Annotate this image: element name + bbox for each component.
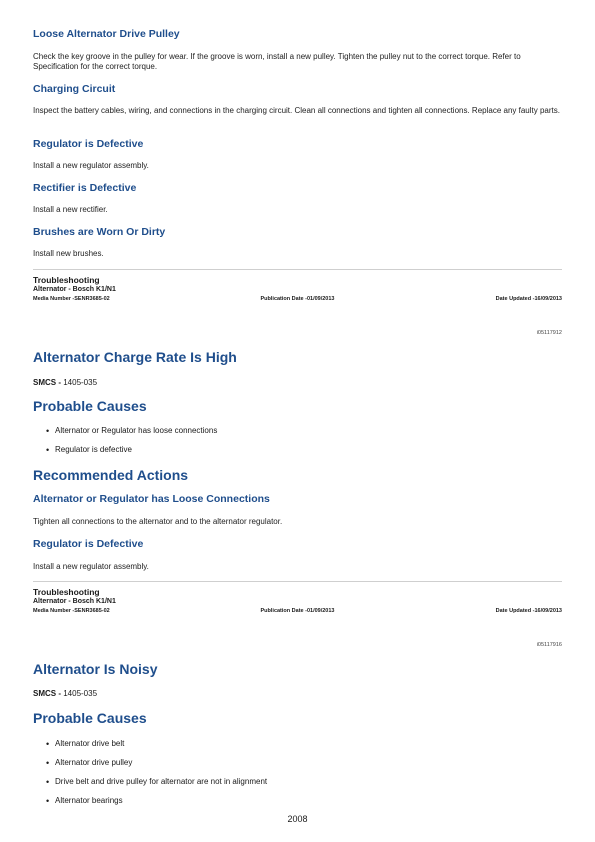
list-item: • Alternator bearings (55, 796, 584, 806)
heading-charging-circuit: Charging Circuit (33, 83, 116, 95)
article-title-noisy: Alternator Is Noisy (33, 661, 158, 677)
heading-rectifier-defective: Rectifier is Defective (33, 182, 137, 194)
heading-regulator-defective: Regulator is Defective (33, 138, 144, 150)
article-charge-rate-high (33, 349, 562, 366)
heading-loose-pulley: Loose Alternator Drive Pulley (33, 28, 180, 40)
smcs-code-2 (33, 689, 562, 698)
footer-block-1 (33, 269, 562, 302)
heading-regulator-defective-2: Regulator is Defective (33, 538, 144, 550)
section-charging-circuit (33, 83, 562, 116)
probable-causes-heading-2: Probable Causes (33, 710, 147, 726)
doc-id-2: i05117916 (536, 642, 562, 648)
smcs-code (33, 378, 562, 387)
causes-list (33, 426, 584, 455)
footer-media-number: Media Number -SENR3685-02 (33, 608, 110, 614)
text-loose-connections: Tighten all connections to the alternator and to the alternator regulator. (33, 517, 283, 526)
footer-media-number: Media Number -SENR3685-02 (33, 296, 110, 302)
section-brushes (33, 226, 562, 259)
list-item: • Regulator is defective (55, 445, 584, 455)
text-regulator-defective: Install a new regulator assembly. (33, 161, 149, 170)
smcs-value: 1405-035 (61, 689, 98, 698)
heading-loose-connections: Alternator or Regulator has Loose Connections (33, 493, 270, 505)
heading-brushes: Brushes are Worn Or Dirty (33, 226, 166, 238)
footer-date-updated: Date Updated -16/09/2013 (495, 608, 562, 614)
footer-title: Troubleshooting (33, 587, 100, 597)
doc-id-1: i05117912 (536, 330, 562, 336)
footer-meta (33, 608, 562, 614)
footer-publication-date: Publication Date -01/09/2013 (260, 296, 335, 302)
text-rectifier-defective: Install a new rectifier. (33, 205, 108, 214)
page-number: 2008 (287, 814, 308, 824)
text-regulator-defective-2: Install a new regulator assembly. (33, 562, 149, 571)
smcs-value: 1405-035 (61, 378, 98, 387)
section-regulator-defective (33, 138, 562, 171)
probable-causes-heading: Probable Causes (33, 398, 147, 414)
smcs-label: SMCS - (33, 689, 61, 698)
footer-meta (33, 296, 562, 302)
list-item: • Alternator or Regulator has loose connections (55, 426, 584, 436)
footer-block-2 (33, 581, 562, 614)
footer-date-updated: Date Updated -16/09/2013 (495, 296, 562, 302)
smcs-label: SMCS - (33, 378, 61, 387)
list-item: • Alternator drive pulley (55, 758, 584, 768)
article-title: Alternator Charge Rate Is High (33, 349, 237, 365)
causes-list-2 (33, 739, 584, 806)
recommended-actions-heading: Recommended Actions (33, 467, 189, 483)
list-item: • Alternator drive belt (55, 739, 584, 749)
footer-title: Troubleshooting (33, 275, 100, 285)
footer-publication-date: Publication Date -01/09/2013 (260, 608, 335, 614)
footer-subtitle: Alternator - Bosch K1/N1 (33, 598, 116, 605)
text-brushes: Install new brushes. (33, 249, 104, 258)
section-rectifier-defective (33, 182, 562, 215)
text-charging-circuit: Inspect the battery cables, wiring, and connections in the charging circuit. Clean all connections and tighten all connections. Replace any faulty parts. (33, 106, 560, 115)
text-loose-pulley: Check the key groove in the pulley for wear. If the groove is worn, install a new pulley. Tighten the pulley nut to the correct torque. Refer to Specification for the correct torque. (33, 52, 521, 71)
footer-subtitle: Alternator - Bosch K1/N1 (33, 286, 116, 293)
list-item: • Drive belt and drive pulley for alternator are not in alignment (55, 777, 584, 787)
section-loose-pulley (33, 28, 562, 72)
